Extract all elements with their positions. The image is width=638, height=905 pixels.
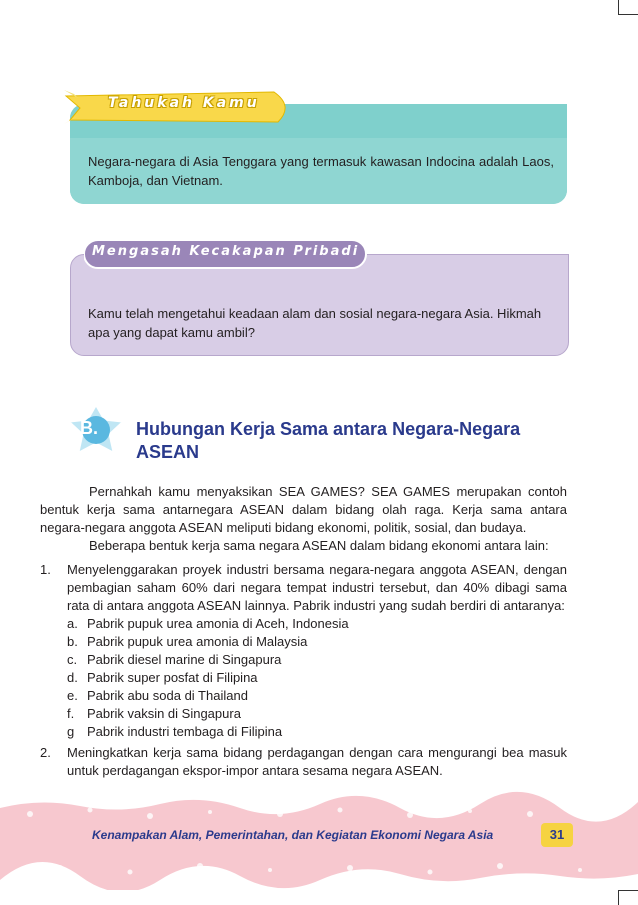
page-number: 31: [549, 827, 565, 842]
mengasah-text: Kamu telah mengetahui keadaan alam dan sosial negara-negara Asia. Hikmah apa yang dapat kamu ambil?: [88, 306, 542, 340]
sub-list-item: [67, 669, 567, 687]
sub-list-item: [67, 723, 567, 741]
sub-letter: e.: [67, 688, 78, 703]
crop-mark: [618, 891, 619, 905]
tahukah-kamu-title: Tahukah Kamu: [108, 95, 260, 111]
crop-mark: [618, 890, 638, 891]
footer-title: Kenampakan Alam, Pemerintahan, dan Kegiatan Ekonomi Negara Asia: [92, 828, 494, 842]
sub-text: Pabrik pupuk urea amonia di Malaysia: [87, 634, 308, 649]
crop-mark: [618, 0, 619, 14]
paragraph: Pernahkah kamu menyaksikan SEA GAMES? SEA GAMES merupakan contoh bentuk kerja sama antarnegara ASEAN dalam bidang olah raga. Kerja sama antara negara-negara anggota ASEAN meliputi bidang ekonomi, politik, sosial, dan budaya.: [40, 484, 567, 535]
sub-list-item: [67, 615, 567, 633]
list-item: [40, 561, 567, 741]
section-title: Hubungan Kerja Sama antara Negara-Negara ASEAN: [136, 419, 521, 462]
section-letter: B.: [80, 418, 98, 438]
sub-letter: g: [67, 724, 75, 739]
list-item-text: Meningkatkan kerja sama bidang perdagangan dengan cara mengurangi bea masuk untuk perdagangan ekspor-impor antara sesama negara ASEAN.: [67, 745, 567, 778]
mengasah-title: Mengasah Kecakapan Pribadi: [92, 244, 360, 259]
sub-list-item: [67, 705, 567, 723]
sub-text: Pabrik abu soda di Thailand: [87, 688, 248, 703]
list-number: 2.: [40, 745, 51, 760]
tahukah-kamu-text: Negara-negara di Asia Tenggara yang termasuk kawasan Indocina adalah Laos, Kamboja, dan Vietnam.: [88, 154, 554, 188]
list-number: 1.: [40, 562, 51, 577]
paragraph: Beberapa bentuk kerja sama negara ASEAN dalam bidang ekonomi antara lain:: [89, 538, 549, 553]
sub-letter: b.: [67, 634, 78, 649]
list-item: [40, 744, 567, 780]
crop-mark: [618, 14, 638, 15]
sub-text: Pabrik industri tembaga di Filipina: [87, 724, 283, 739]
cooperation-list: [40, 561, 567, 780]
sub-letter: d.: [67, 670, 78, 685]
sub-text: Pabrik diesel marine di Singapura: [87, 652, 282, 667]
sub-letter: a.: [67, 616, 78, 631]
list-item-text: Menyelenggarakan proyek industri bersama negara-negara anggota ASEAN, dengan pembagian saham 60% dari negara tempat industri tersebut, dan 40% dibagi sama rata di antara anggota ASEAN lainnya. Pabrik industri yang sudah berdiri di antaranya:: [67, 562, 567, 613]
sub-list-item: [67, 633, 567, 651]
sub-letter: f.: [67, 706, 75, 721]
sub-list-item: [67, 687, 567, 705]
sub-letter: c.: [67, 652, 78, 667]
sub-text: Pabrik vaksin di Singapura: [87, 706, 241, 721]
sub-text: Pabrik pupuk urea amonia di Aceh, Indonesia: [87, 616, 349, 631]
sub-text: Pabrik super posfat di Filipina: [87, 670, 258, 685]
sub-list-item: [67, 651, 567, 669]
